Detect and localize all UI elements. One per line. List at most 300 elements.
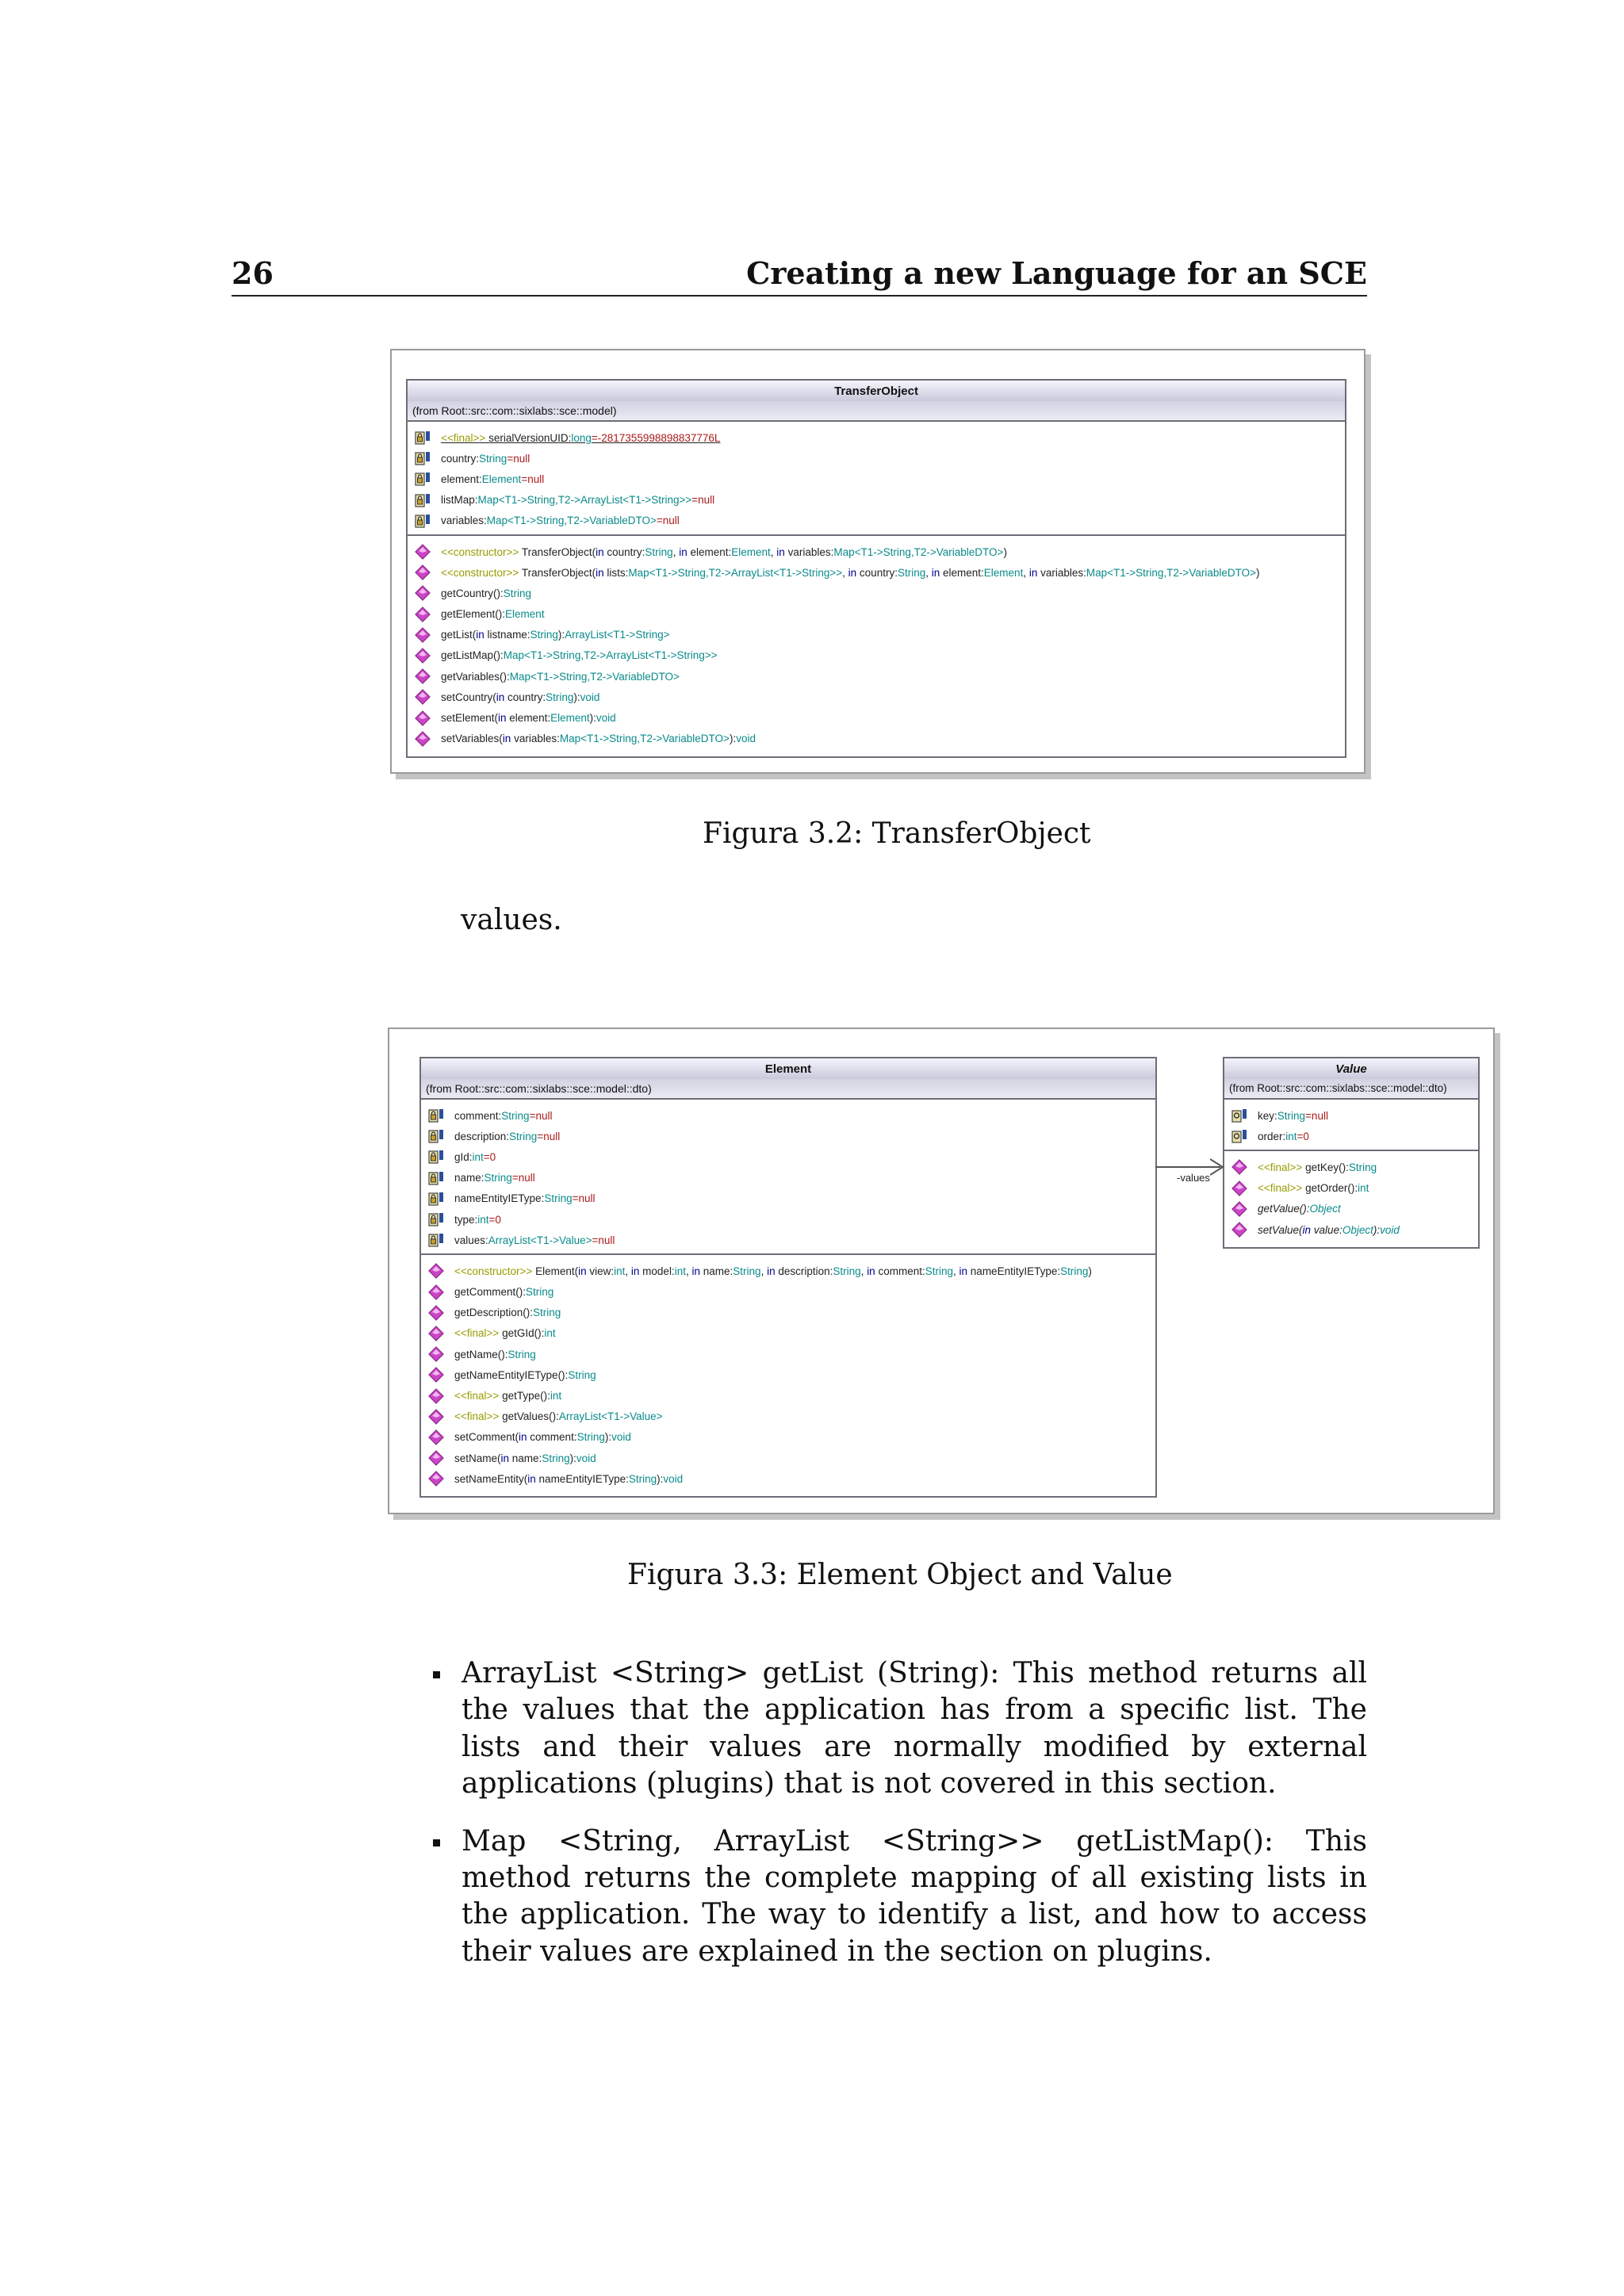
text-segment: listname:: [484, 629, 530, 641]
text-segment: country:: [441, 452, 480, 465]
figure-caption: Figura 3.2: TransferObject: [703, 817, 1091, 850]
text-segment: String: [542, 1452, 570, 1464]
text-segment: description:: [454, 1130, 510, 1142]
text-segment: setVariables(: [441, 733, 503, 745]
text-segment: String: [546, 691, 574, 703]
text-segment: Map<T1->String,T2->VariableDTO>: [1086, 566, 1256, 579]
class-attribute: [1231, 1105, 1478, 1126]
text-segment: ArrayList<T1->Value>: [558, 1410, 663, 1423]
text-segment: getName():: [454, 1348, 508, 1360]
text-segment: =null: [507, 452, 530, 465]
uml-class-value: [1223, 1057, 1480, 1249]
class-attribute: [427, 1146, 1155, 1167]
text-segment: in: [1302, 1223, 1312, 1236]
text-segment: ): [1088, 1265, 1092, 1277]
text-segment: String: [925, 1265, 954, 1277]
class-operation: [414, 707, 1345, 728]
text-segment: <<final>>: [454, 1390, 503, 1402]
attribute-text: [441, 453, 530, 465]
text-segment: values:: [454, 1234, 488, 1246]
text-segment: listMap:: [441, 494, 478, 507]
class-attribute: [414, 511, 1345, 531]
list-item-text: Map <String, ArrayList <String>> getListMap(): This method returns the complete mapping of all existing lists in the application. The way to identify a list, and how to access their values are explained in the section on plugins.: [462, 1824, 1367, 1968]
text-segment: getValue():: [1258, 1203, 1310, 1215]
public-operation-icon: [1231, 1180, 1248, 1197]
text-segment: <<final>>: [1258, 1182, 1306, 1195]
public-operation-icon: [427, 1387, 445, 1405]
attribute-text: [454, 1214, 501, 1226]
text-segment: in: [679, 545, 688, 558]
public-operation-icon: [427, 1366, 445, 1383]
text-segment: ,: [842, 566, 848, 579]
class-attribute: [427, 1188, 1155, 1209]
text-segment: element:: [441, 473, 482, 485]
text-segment: in: [519, 1431, 527, 1444]
public-operation-icon: [414, 584, 431, 602]
class-operation: [427, 1448, 1155, 1468]
public-operation-icon: [414, 626, 431, 644]
private-attribute-icon: [414, 429, 431, 446]
operation-text: [441, 587, 531, 599]
text-segment: ,: [1023, 566, 1029, 579]
text-segment: String: [508, 1348, 536, 1360]
text-segment: void: [576, 1452, 596, 1464]
operation-text: [454, 1473, 683, 1485]
text-segment: ,: [760, 1265, 768, 1277]
private-attribute-icon: [414, 492, 431, 509]
attribute-text: [454, 1151, 496, 1163]
text-segment: comment:: [454, 1109, 502, 1122]
text-segment: getType():: [502, 1390, 550, 1402]
text-segment: Map<T1->String,T2->ArrayList<T1->String>>: [628, 566, 843, 579]
private-attribute-icon: [427, 1127, 445, 1145]
text-segment: int: [614, 1265, 626, 1277]
text-segment: getListMap():: [441, 649, 504, 662]
text-segment: ArrayList<T1->String>: [565, 629, 670, 641]
operation-text: [1258, 1203, 1341, 1215]
text-segment: setComment(: [454, 1431, 519, 1444]
operation-text: [441, 629, 670, 641]
text-segment: Map<T1->String,T2->VariableDTO>: [833, 545, 1004, 558]
text-segment: order:: [1258, 1130, 1286, 1142]
text-segment: ArrayList<T1->Value>: [488, 1234, 592, 1246]
text-segment: getValues():: [502, 1410, 559, 1423]
class-attribute: [1231, 1126, 1478, 1146]
operation-text: [454, 1390, 561, 1402]
text-segment: ):: [1373, 1223, 1381, 1236]
text-segment: in: [498, 712, 507, 725]
text-segment: =0: [488, 1213, 501, 1226]
text-segment: String: [526, 1286, 554, 1299]
text-segment: nameEntityIEType:: [967, 1265, 1061, 1277]
text-segment: getComment():: [454, 1286, 527, 1299]
text-segment: in: [578, 1265, 587, 1277]
public-operation-icon: [414, 543, 431, 561]
operation-text: [454, 1349, 536, 1360]
operation-text: [454, 1410, 663, 1422]
class-attribute: [414, 469, 1345, 489]
text-segment: in: [502, 733, 511, 745]
attribute-text: [1258, 1131, 1309, 1142]
text-segment: Map<T1->String,T2->VariableDTO>: [509, 670, 680, 683]
public-operation-icon: [414, 606, 431, 623]
text-segment: in: [767, 1265, 776, 1277]
text-segment: comment:: [527, 1431, 577, 1444]
text-segment: variables:: [511, 733, 560, 745]
text-segment: Object: [1309, 1203, 1341, 1215]
bullet-marker: [433, 1839, 440, 1846]
text-segment: in: [691, 1265, 700, 1277]
attribute-text: [441, 494, 714, 506]
operation-text: [441, 712, 616, 724]
text-segment: in: [1028, 566, 1038, 579]
class-attribute: [427, 1209, 1155, 1230]
text-segment: =null: [537, 1130, 561, 1142]
private-attribute-icon: [427, 1107, 445, 1124]
text-segment: <<final>>: [441, 431, 489, 444]
text-segment: =0: [1297, 1130, 1309, 1142]
text-segment: variables:: [1037, 566, 1086, 579]
private-attribute-icon: [427, 1231, 445, 1249]
text-segment: int: [472, 1150, 484, 1163]
class-operation: [427, 1427, 1155, 1448]
text-segment: String: [645, 545, 673, 558]
operation-text: [454, 1452, 596, 1464]
text-segment: Object: [1342, 1223, 1373, 1236]
text-segment: int: [477, 1213, 489, 1226]
text-segment: ,: [770, 545, 777, 558]
text-segment: getOrder():: [1305, 1182, 1358, 1195]
text-segment: ,: [672, 545, 680, 558]
text-segment: int: [544, 1327, 556, 1340]
attribute-text: [441, 432, 720, 444]
text-segment: void: [596, 712, 616, 725]
private-attribute-icon: [414, 470, 431, 488]
text-segment: =null: [529, 1109, 553, 1122]
text-segment: void: [663, 1472, 684, 1485]
text-segment: String: [530, 629, 558, 641]
text-segment: =0: [483, 1150, 496, 1163]
text-segment: String: [509, 1130, 538, 1142]
text-segment: <<constructor>>: [441, 545, 522, 558]
operation-text: [441, 733, 756, 744]
operation-text: [441, 546, 1007, 558]
text-segment: country:: [856, 566, 898, 579]
text-segment: in: [931, 566, 940, 579]
text-segment: =null: [572, 1192, 596, 1205]
text-segment: in: [630, 1265, 640, 1277]
attribute-text: [1258, 1110, 1328, 1122]
text-segment: country:: [603, 545, 645, 558]
text-segment: int: [1285, 1130, 1297, 1142]
text-segment: description:: [775, 1265, 833, 1277]
text-segment: getVariables():: [441, 670, 510, 683]
text-segment: <<final>>: [454, 1410, 503, 1423]
text-segment: void: [1380, 1223, 1400, 1236]
class-operation: [427, 1303, 1155, 1323]
public-operation-icon: [1231, 1158, 1248, 1176]
text-segment: in: [867, 1265, 875, 1277]
text-segment: Map<T1->String,T2->VariableDTO>: [559, 733, 730, 745]
attribute-text: [454, 1172, 535, 1184]
class-operation: [427, 1344, 1155, 1364]
class-package: (from Root::src::com::sixlabs::sce::model::dto): [1224, 1079, 1478, 1100]
attribute-compartment: [421, 1100, 1155, 1253]
text-segment: in: [596, 545, 604, 558]
text-segment: model:: [639, 1265, 675, 1277]
class-package: (from Root::src::com::sixlabs::sce::model): [408, 401, 1345, 422]
class-operation: [427, 1261, 1155, 1281]
public-operation-icon: [427, 1304, 445, 1322]
operation-text: [1258, 1161, 1377, 1173]
text-segment: String: [1277, 1109, 1306, 1122]
text-segment: =null: [592, 1234, 615, 1246]
operation-text: [1258, 1182, 1369, 1194]
list-item-text: ArrayList <String> getList (String): This method returns all the values that the application has from a specific list. The lists and their values are normally modified by external applications (plugins) that is not covered in this section.: [462, 1657, 1367, 1800]
uml-class-transferobject: [406, 379, 1346, 758]
public-operation-icon: [427, 1470, 445, 1487]
text-segment: =null: [1305, 1109, 1328, 1122]
text-segment: ):: [604, 1431, 612, 1444]
text-segment: in: [527, 1472, 536, 1485]
text-segment: in: [959, 1265, 968, 1277]
text-segment: int: [1358, 1182, 1369, 1195]
text-segment: String: [501, 1109, 530, 1122]
private-attribute-icon: [427, 1211, 445, 1228]
class-operation: [414, 541, 1345, 562]
operation-compartment: [421, 1253, 1155, 1492]
text-segment: void: [580, 691, 600, 703]
class-operation: [414, 729, 1345, 749]
text-segment: String: [628, 1472, 657, 1485]
text-segment: lists:: [603, 566, 629, 579]
text-segment: String: [544, 1192, 573, 1205]
class-operation: [414, 687, 1345, 707]
public-operation-icon: [414, 688, 431, 706]
public-operation-icon: [427, 1429, 445, 1446]
text-segment: Element: [505, 608, 545, 621]
text-segment: element:: [940, 566, 984, 579]
private-attribute-icon: [414, 512, 431, 530]
text-segment: ,: [953, 1265, 959, 1277]
text-segment: getDescription():: [454, 1307, 534, 1319]
class-operation: [1231, 1199, 1478, 1219]
text-segment: Element: [481, 473, 522, 485]
class-operation: [1231, 1219, 1478, 1240]
operation-compartment: [1224, 1150, 1478, 1243]
text-segment: void: [736, 733, 756, 745]
text-segment: name:: [509, 1452, 542, 1464]
text-segment: serialVersionUID:: [488, 431, 572, 444]
text-segment: ,: [625, 1265, 631, 1277]
public-operation-icon: [427, 1408, 445, 1425]
text-segment: <<final>>: [454, 1327, 503, 1340]
text-segment: name:: [700, 1265, 733, 1277]
public-operation-icon: [414, 710, 431, 727]
text-segment: =null: [691, 494, 715, 507]
text-segment: ): [1256, 566, 1260, 579]
text-segment: in: [500, 1452, 510, 1464]
class-operation: [414, 604, 1345, 625]
text-segment: Map<T1->String,T2->ArrayList<T1->String>>: [477, 494, 692, 507]
attribute-compartment: [1224, 1100, 1478, 1150]
operation-text: [441, 567, 1260, 579]
text-segment: ):: [573, 691, 580, 703]
text-segment: Element: [731, 545, 771, 558]
private-attribute-icon: [1231, 1107, 1248, 1124]
class-attribute: [427, 1126, 1155, 1146]
text-segment: String: [533, 1307, 561, 1319]
public-operation-icon: [414, 564, 431, 581]
class-operation: [414, 625, 1345, 645]
public-operation-icon: [427, 1325, 445, 1342]
attribute-text: [441, 515, 680, 526]
class-attribute: [427, 1105, 1155, 1126]
text-segment: country:: [504, 691, 546, 703]
text-segment: =null: [521, 473, 545, 485]
text-segment: nameEntityIEType:: [535, 1472, 629, 1485]
list-item: [428, 1823, 1367, 1971]
text-segment: String: [503, 587, 532, 599]
public-operation-icon: [1231, 1221, 1248, 1238]
text-segment: getList(: [441, 629, 477, 641]
text-segment: Map<T1->String,T2->VariableDTO>: [486, 515, 657, 527]
attribute-text: [454, 1131, 560, 1142]
text-segment: key:: [1258, 1109, 1277, 1122]
text-segment: element:: [506, 712, 551, 725]
private-attribute-icon: [1231, 1127, 1248, 1145]
operation-text: [454, 1369, 596, 1381]
private-attribute-icon: [427, 1148, 445, 1165]
text-segment: String: [1348, 1161, 1377, 1173]
text-segment: variables:: [784, 545, 834, 558]
text-segment: getElement():: [441, 608, 506, 621]
text-segment: void: [611, 1431, 631, 1444]
private-attribute-icon: [427, 1169, 445, 1187]
operation-text: [454, 1431, 631, 1443]
text-segment: getNameEntityIEType():: [454, 1368, 569, 1381]
class-operation: [1231, 1178, 1478, 1199]
text-segment: setNameEntity(: [454, 1472, 528, 1485]
body-text-fragment: values.: [461, 904, 562, 936]
public-operation-icon: [427, 1284, 445, 1301]
text-segment: in: [848, 566, 857, 579]
text-segment: String: [897, 566, 926, 579]
text-segment: TransferObject(: [521, 545, 596, 558]
figure-caption: Figura 3.3: Element Object and Value: [627, 1559, 1173, 1591]
text-segment: =null: [511, 1172, 535, 1184]
class-operation: [414, 666, 1345, 687]
text-segment: setValue(: [1258, 1223, 1303, 1236]
text-segment: setCountry(: [441, 691, 496, 703]
class-operation: [427, 1406, 1155, 1427]
text-segment: type:: [454, 1213, 478, 1226]
text-segment: getKey():: [1305, 1161, 1349, 1173]
class-attribute: [414, 448, 1345, 469]
operation-text: [1258, 1224, 1400, 1236]
class-attribute: [427, 1168, 1155, 1188]
text-segment: in: [776, 545, 785, 558]
text-segment: Element: [983, 566, 1024, 579]
association-label: -values: [1177, 1172, 1210, 1184]
text-segment: setElement(: [441, 712, 499, 725]
attribute-text: [441, 473, 544, 485]
text-segment: ):: [569, 1452, 576, 1464]
text-segment: ,: [925, 566, 932, 579]
text-segment: String: [568, 1368, 596, 1381]
operation-text: [454, 1286, 553, 1298]
text-segment: variables:: [441, 515, 487, 527]
class-package: (from Root::src::com::sixlabs::sce::model::dto): [421, 1079, 1155, 1100]
text-segment: String: [833, 1265, 861, 1277]
class-operation: [427, 1468, 1155, 1489]
text-segment: ): [1003, 545, 1007, 558]
text-segment: ,: [860, 1265, 868, 1277]
text-segment: Element: [550, 712, 590, 725]
text-segment: view:: [586, 1265, 615, 1277]
text-segment: element:: [687, 545, 732, 558]
class-operation: [427, 1364, 1155, 1385]
text-segment: in: [476, 629, 485, 641]
attribute-compartment: [408, 422, 1345, 534]
text-segment: value:: [1311, 1223, 1342, 1236]
text-segment: gId:: [454, 1150, 473, 1163]
class-operation: [1231, 1157, 1478, 1177]
attribute-text: [454, 1110, 552, 1122]
text-segment: nameEntityIEType:: [454, 1192, 545, 1205]
attribute-text: [454, 1192, 596, 1204]
bullet-marker: [433, 1671, 440, 1678]
text-segment: =null: [656, 515, 680, 527]
class-operation: [427, 1385, 1155, 1406]
text-segment: String: [576, 1431, 605, 1444]
class-name: Value: [1224, 1058, 1478, 1079]
operation-text: [441, 691, 599, 703]
text-segment: <<constructor>>: [454, 1265, 536, 1277]
text-segment: getGId():: [502, 1327, 545, 1340]
private-attribute-icon: [427, 1190, 445, 1207]
class-attribute: [414, 490, 1345, 511]
operation-compartment: [408, 534, 1345, 752]
public-operation-icon: [427, 1345, 445, 1363]
text-segment: <<constructor>>: [441, 566, 522, 579]
text-segment: String: [1060, 1265, 1089, 1277]
text-segment: in: [496, 691, 505, 703]
text-segment: comment:: [875, 1265, 925, 1277]
text-segment: long: [571, 431, 592, 444]
running-header: [232, 252, 1367, 297]
public-operation-icon: [427, 1449, 445, 1467]
operation-text: [454, 1307, 561, 1318]
arrow-head-icon: [1210, 1158, 1224, 1176]
text-segment: String: [479, 452, 508, 465]
text-segment: ):: [729, 733, 737, 745]
uml-class-element: [419, 1057, 1157, 1498]
class-name: Element: [421, 1058, 1155, 1079]
class-operation: [427, 1323, 1155, 1344]
class-operation: [427, 1282, 1155, 1303]
text-segment: String: [733, 1265, 761, 1277]
text-segment: int: [550, 1390, 562, 1402]
running-title: Creating a new Language for an SCE: [746, 255, 1367, 291]
text-segment: TransferObject(: [521, 566, 596, 579]
class-operation: [414, 562, 1345, 583]
class-attribute: [427, 1230, 1155, 1250]
operation-text: [441, 671, 680, 683]
text-segment: in: [596, 566, 604, 579]
operation-text: [441, 608, 545, 620]
class-operation: [414, 583, 1345, 603]
